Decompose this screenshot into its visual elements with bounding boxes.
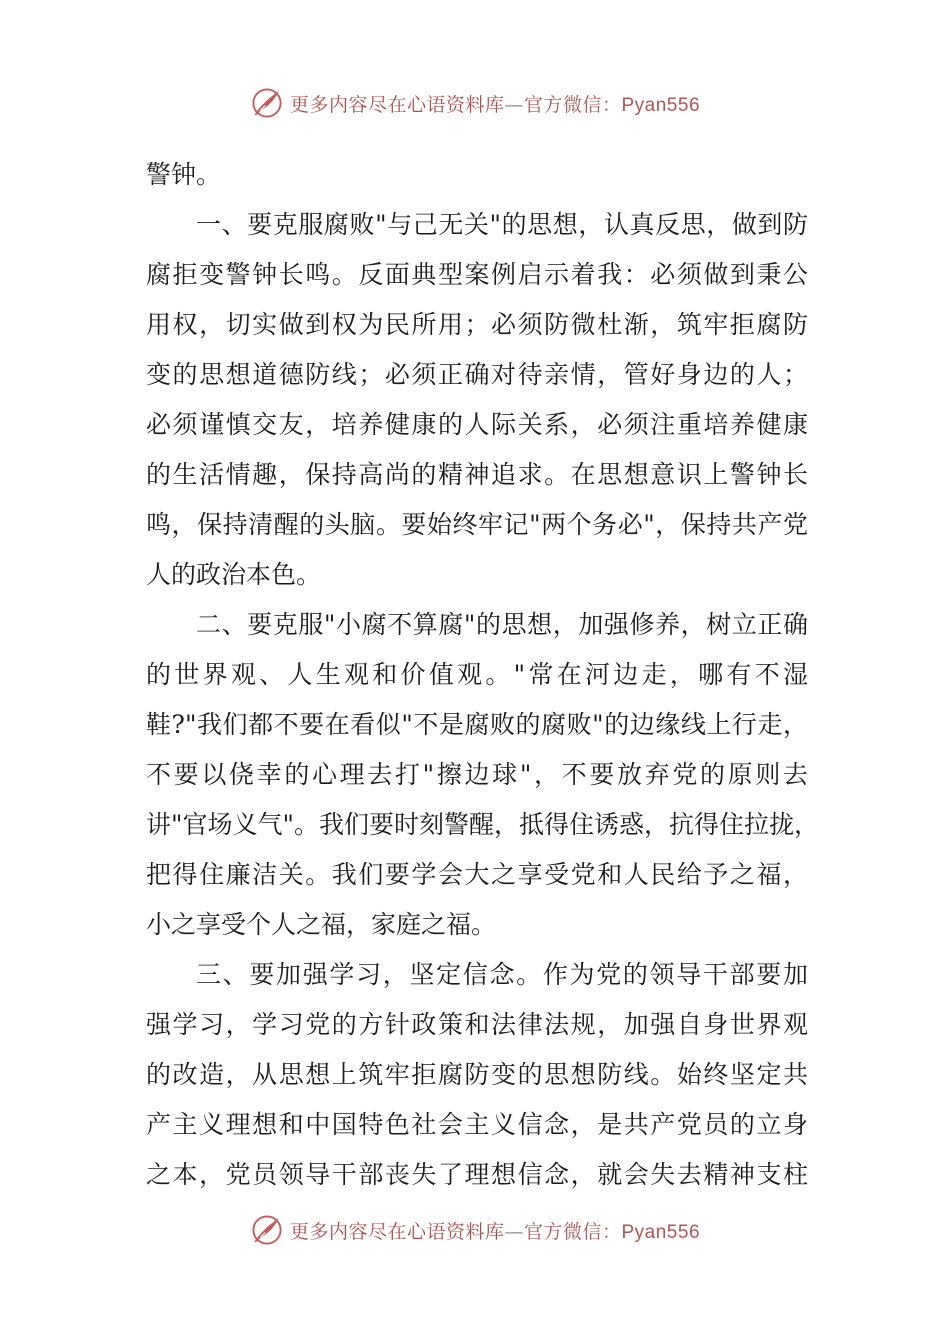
text-line: 三、要加强学习，坚定信念。作为党的领导干部要加	[196, 960, 808, 989]
text-line: 二、要克服"小腐不算腐"的思想，加强修养，树立正确	[196, 610, 808, 639]
text-line: 鞋?"我们都不要在看似"不是腐败的腐败"的边缘线上行走，	[146, 710, 808, 739]
banner-dash: —	[504, 1220, 524, 1243]
text-line: 小之享受个人之福，家庭之福。	[146, 910, 497, 939]
quill-seal-icon	[250, 1213, 284, 1247]
banner-wechat-id: Pyan556	[621, 1221, 701, 1243]
text-line: 强学习，学习党的方针政策和法律法规，加强自身世界观	[146, 1010, 808, 1039]
document-body	[146, 150, 820, 1200]
text-line: 产主义理想和中国特色社会主义信念，是共产党员的立身	[146, 1110, 808, 1139]
banner-brand: 更多内容尽在心语资料库	[289, 93, 505, 116]
text-line: 一、要克服腐败"与己无关"的思想，认真反思，做到防	[196, 210, 808, 239]
text-line: 不要以侥幸的心理去打"擦边球"，不要放弃党的原则去	[146, 760, 808, 789]
footer-banner	[0, 1210, 950, 1250]
text-line: 的世界观、人生观和价值观。"常在河边走，哪有不湿	[146, 660, 808, 689]
text-line: 必须谨慎交友，培养健康的人际关系，必须注重培养健康	[146, 410, 808, 439]
banner-brand: 更多内容尽在心语资料库	[289, 1220, 505, 1243]
header-banner-content	[250, 86, 700, 120]
text-line: 之本，党员领导干部丧失了理想信念，就会失去精神支柱	[146, 1160, 808, 1189]
header-banner	[0, 83, 950, 123]
quill-seal-icon	[250, 86, 284, 120]
banner-dash: —	[504, 93, 524, 116]
text-line: 鸣，保持清醒的头脑。要始终牢记"两个务必"，保持共产党	[146, 510, 808, 539]
footer-banner-content	[250, 1213, 700, 1247]
text-line: 的生活情趣，保持高尚的精神追求。在思想意识上警钟长	[146, 460, 808, 489]
text-line: 用权，切实做到权为民所用；必须防微杜渐，筑牢拒腐防	[146, 310, 808, 339]
banner-contact-label: 官方微信：	[523, 93, 622, 116]
text-line: 把得住廉洁关。我们要学会大之享受党和人民给予之福，	[146, 860, 808, 889]
banner-text	[290, 1217, 700, 1244]
banner-contact-label: 官方微信：	[523, 1220, 622, 1243]
text-line: 讲"官场义气"。我们要时刻警醒，抵得住诱惑，抗得住拉拢，	[146, 810, 820, 839]
text-line: 人的政治本色。	[146, 560, 322, 589]
text-line: 的改造，从思想上筑牢拒腐防变的思想防线。始终坚定共	[146, 1060, 808, 1089]
text-line: 腐拒变警钟长鸣。反面典型案例启示着我：必须做到秉公	[146, 260, 808, 289]
banner-text	[290, 90, 700, 117]
banner-wechat-id: Pyan556	[621, 94, 701, 116]
text-line: 变的思想道德防线；必须正确对待亲情，管好身边的人；	[146, 360, 808, 389]
text-line: 警钟。	[146, 160, 222, 189]
